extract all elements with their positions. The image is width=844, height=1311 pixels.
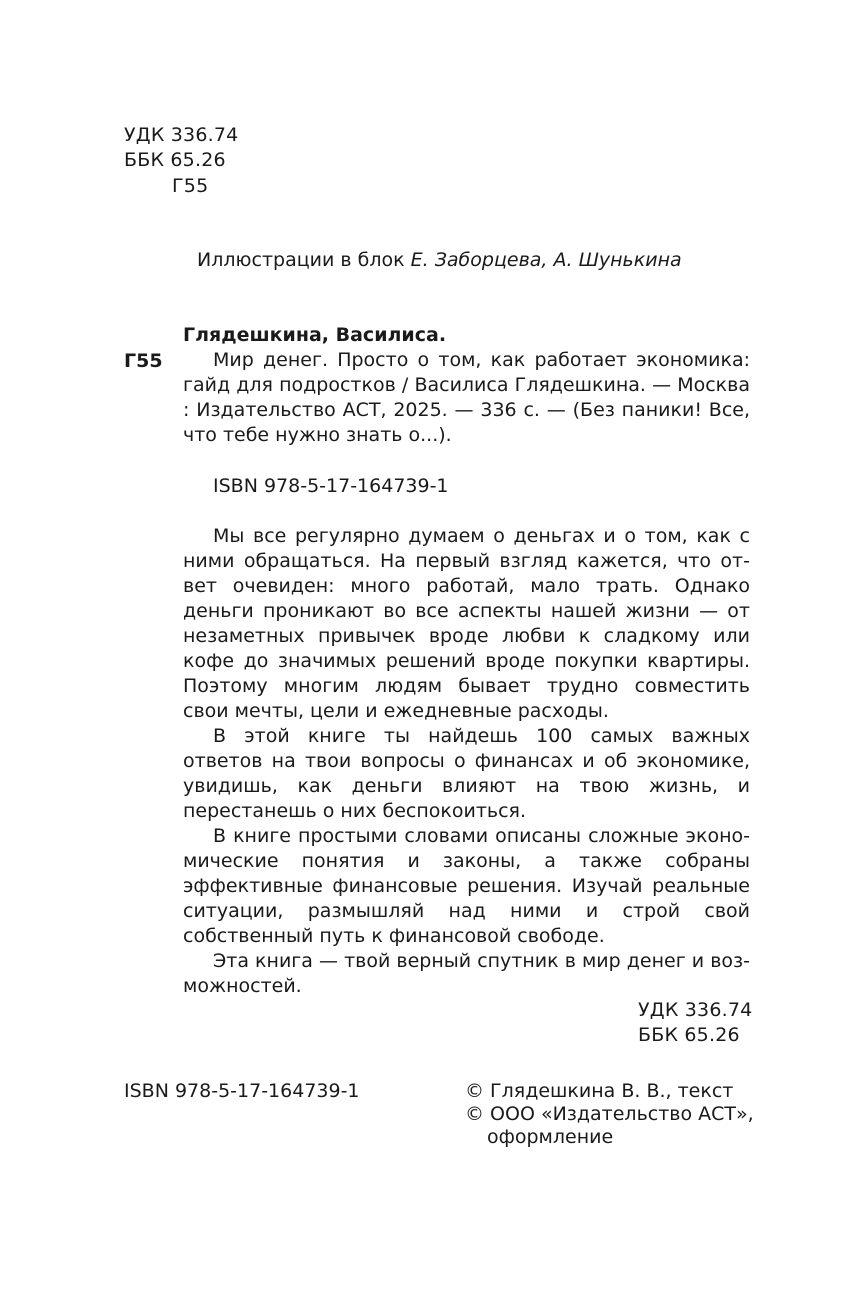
udk-code-top: УДК 336.74 (124, 124, 239, 146)
bbk-code-top: ББК 65.26 (124, 149, 226, 171)
illustrators-names: Е. Заборцева, А. Шунькина (410, 249, 682, 271)
udk-code-bottom: УДК 336.74 (638, 999, 753, 1021)
copyright-publisher-design: оформление (487, 1126, 614, 1148)
bbk-code-bottom: ББК 65.26 (638, 1024, 740, 1046)
isbn-record: ISBN 978-5-17-164739-1 (213, 475, 449, 497)
copyright-text-author: © Глядешкина В. В., текст (465, 1080, 734, 1102)
illustrations-prefix: Иллюстрации в блок (197, 249, 405, 271)
author-heading: Глядешкина, Василиса. (183, 324, 447, 346)
annotation (183, 524, 750, 999)
author-mark-top: Г55 (172, 175, 209, 197)
annotation-paragraph: Мы все регулярно думаем о деньгах и о том, как с ними обращаться. На первый взгляд кажется, что ответ очевиден: много работай, мало трать. Однако деньги проникают во все аспекты нашей жизни — от незаметных привычек вроде любви к сладкому или кофе до значимых решений вроде покупки квартиры. Поэтому многим людям бывает трудно совместить свои мечты, цели и ежедневные расходы. (183, 525, 750, 722)
author-mark: Г55 (124, 350, 163, 372)
bibliographic-description: Мир денег. Просто о том, как работает экономика: гайд для подростков / Василиса Глядешкина. — Москва : Издательство АСТ, 2025. — 336 с. — (Без паники! Все, что тебе нужно знать о...). (183, 349, 750, 446)
copyright-publisher: © ООО «Издательство АСТ», (465, 1103, 754, 1125)
annotation-paragraph: В книге простыми словами описаны сложные экономические понятия и законы, а также собраны эффективные финансовые решения. Изучай реальные ситуации, размышляй над ними и строй свой собственный путь к финансовой свободе. (183, 825, 750, 947)
isbn-footer: ISBN 978-5-17-164739-1 (124, 1080, 360, 1102)
bibliographic-description-block (183, 348, 750, 448)
illustrations-credit (197, 248, 682, 273)
annotation-paragraph: Эта книга — твой верный спутник в мир денег и возможностей. (183, 950, 750, 997)
annotation-paragraph: В этой книге ты найдешь 100 самых важных ответов на твои вопросы о финансах и об экономике, увидишь, как деньги влияют на твою жизнь, и перестанешь о них беспокоиться. (183, 725, 750, 822)
